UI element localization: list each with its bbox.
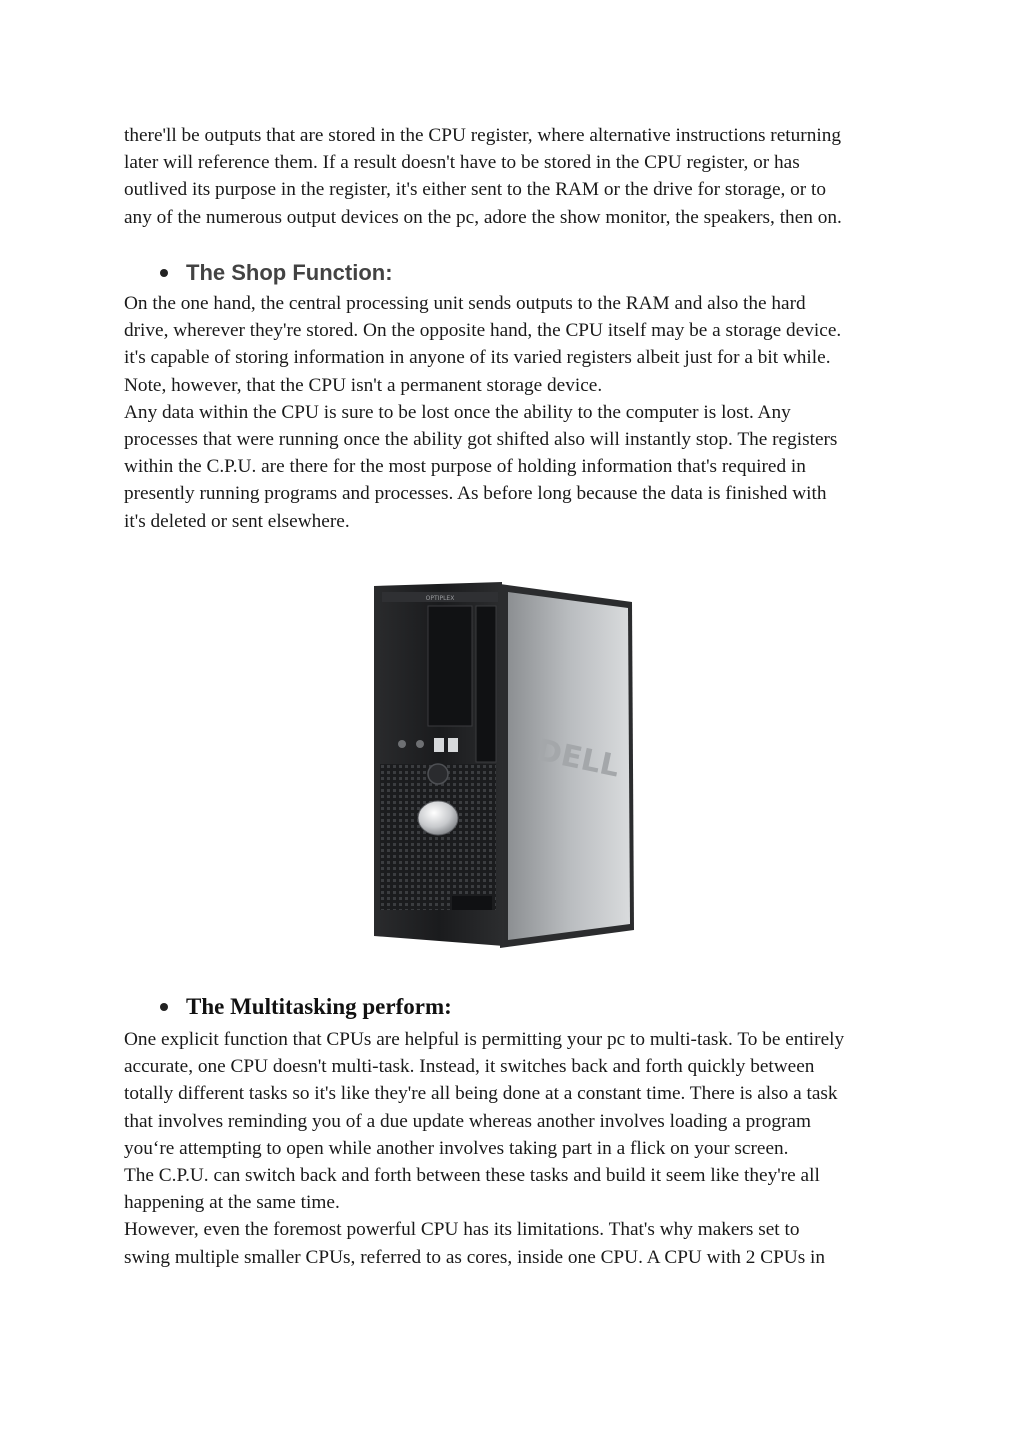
multitasking-body <box>124 1026 914 1271</box>
heading-text: The Shop Function: <box>186 260 393 285</box>
text-line: presently running programs and processes. As before long because the data is finished with <box>124 483 827 505</box>
bullet-icon <box>160 1003 168 1011</box>
intro-paragraph <box>124 122 914 231</box>
text-line: you‘re attempting to open while another involves taking part in a flick on your screen. <box>124 1137 789 1159</box>
brand-mark: DELL <box>533 732 623 785</box>
text-line: Note, however, that the CPU isn't a permanent storage device. <box>124 374 603 396</box>
text-line: swing multiple smaller CPUs, referred to as cores, inside one CPU. A CPU with 2 CPUs in <box>124 1246 826 1268</box>
multitasking-heading <box>160 994 452 1020</box>
text-line: any of the numerous output devices on the pc, adore the show monitor, the speakers, then on. <box>124 206 842 228</box>
text-line: it's deleted or sent elsewhere. <box>124 510 350 532</box>
desktop-tower-image <box>362 578 640 950</box>
text-line: that involves reminding you of a due update whereas another involves loading a program <box>124 1110 811 1132</box>
text-line: accurate, one CPU doesn't multi-task. Instead, it switches back and forth quickly between <box>124 1056 815 1078</box>
front-label: OPTIPLEX <box>425 595 455 602</box>
text-line: totally different tasks so it's like they're all being done at a constant time. There is also a task <box>124 1083 838 1105</box>
text-line: it's capable of storing information in anyone of its varied registers albeit just for a bit while. <box>124 347 831 369</box>
text-line: processes that were running once the ability got shifted also will instantly stop. The registers <box>124 429 838 451</box>
text-line: there'll be outputs that are stored in the CPU register, where alternative instructions returning <box>124 125 841 146</box>
bullet-icon <box>160 269 168 277</box>
text-line: The C.P.U. can switch back and forth between these tasks and build it seem like they're all <box>124 1165 820 1187</box>
text-line: outlived its purpose in the register, it's either sent to the RAM or the drive for storage, or to <box>124 179 827 201</box>
text-line: later will reference them. If a result doesn't have to be stored in the CPU register, or has <box>124 152 800 174</box>
text-line: happening at the same time. <box>124 1192 340 1214</box>
text-line: However, even the foremost powerful CPU has its limitations. That's why makers set to <box>124 1219 800 1241</box>
heading-text: The Multitasking perform: <box>186 994 452 1019</box>
text-line: Any data within the CPU is sure to be lost once the ability to the computer is lost. Any <box>124 401 791 423</box>
text-line: within the C.P.U. are there for the most purpose of holding information that's required in <box>124 456 806 478</box>
text-line: On the one hand, the central processing unit sends outputs to the RAM and also the hard <box>124 293 806 314</box>
shop-function-body <box>124 290 914 535</box>
text-line: One explicit function that CPUs are helpful is permitting your pc to multi-task. To be entirely <box>124 1029 845 1050</box>
text-line: drive, wherever they're stored. On the opposite hand, the CPU itself may be a storage device. <box>124 320 842 342</box>
shop-function-heading <box>160 260 393 286</box>
